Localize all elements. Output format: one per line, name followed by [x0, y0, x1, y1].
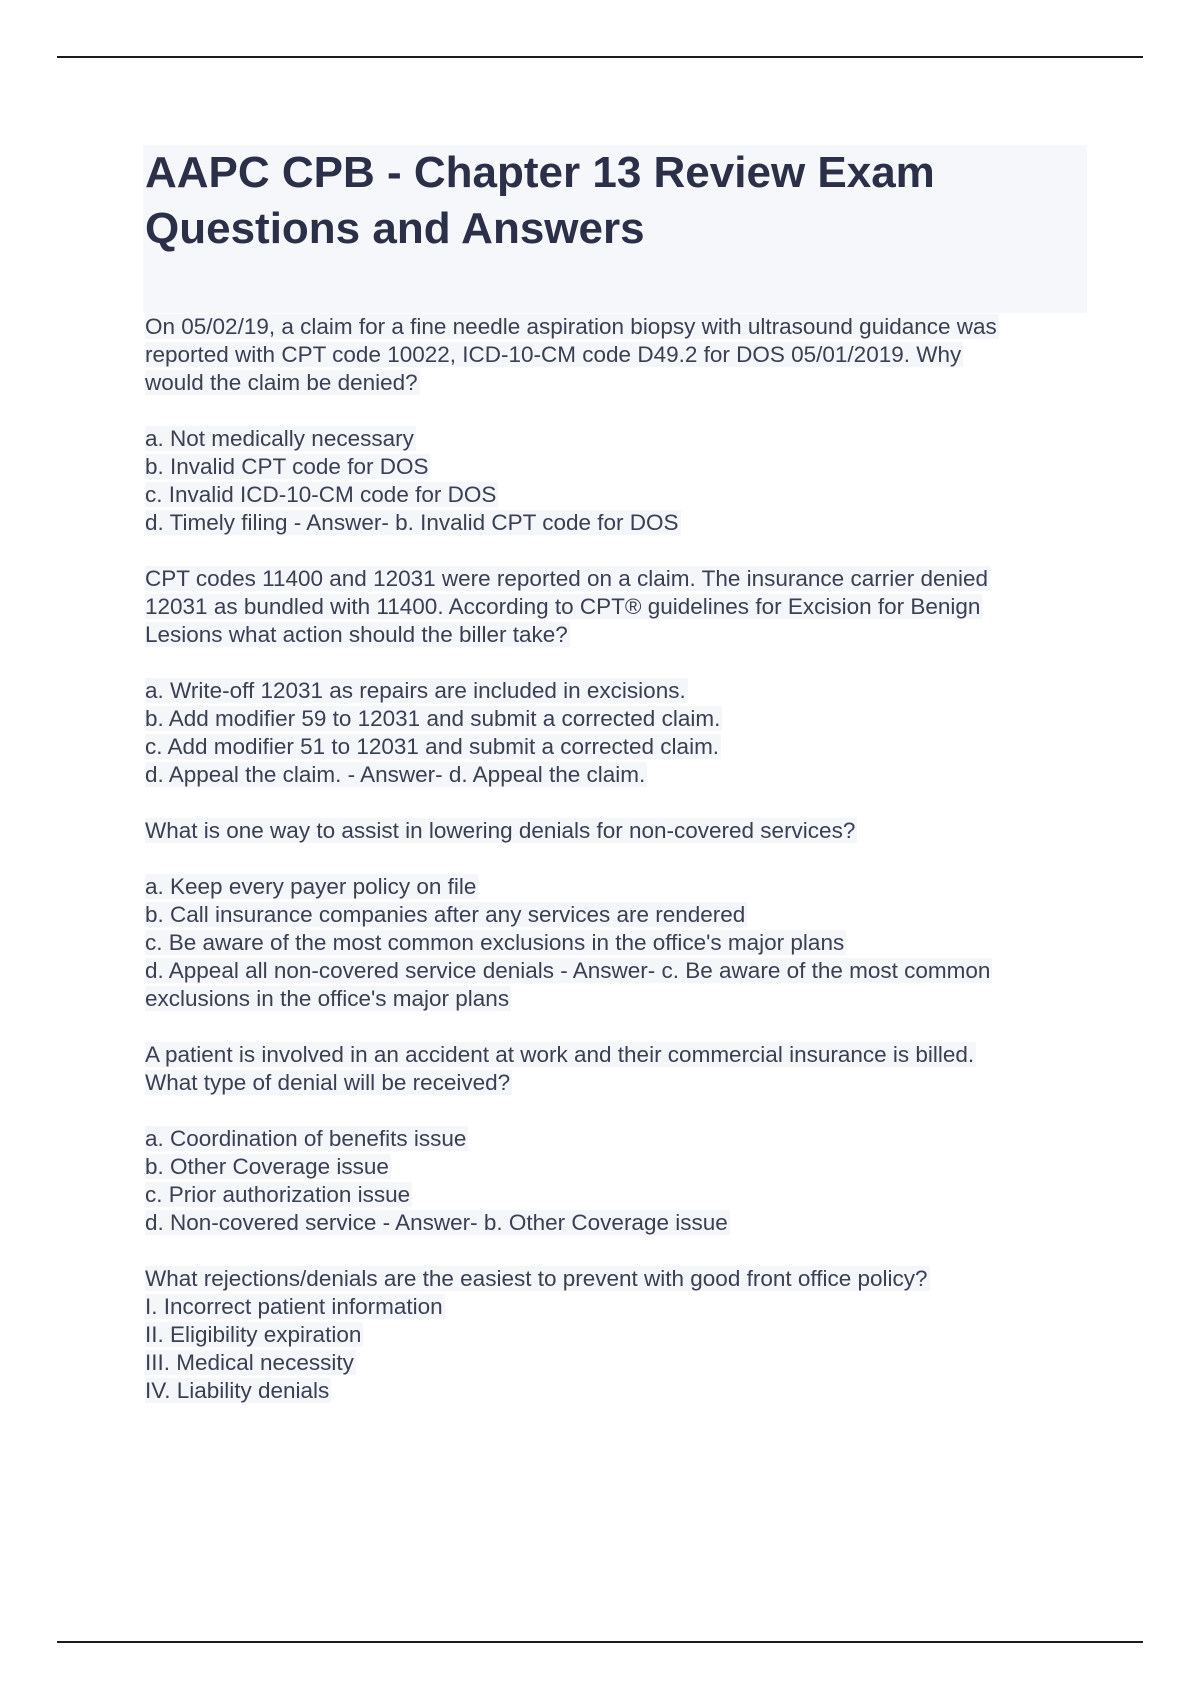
- question-line: CPT codes 11400 and 12031 were reported on a claim. The insurance carrier denied: [145, 566, 989, 591]
- footer-rule: [57, 1641, 1143, 1643]
- answer-option: b. Other Coverage issue: [145, 1154, 389, 1179]
- answer-option: c. Invalid ICD-10-CM code for DOS: [145, 482, 497, 507]
- list-item: I. Incorrect patient information: [145, 1294, 443, 1319]
- answer-option: a. Coordination of benefits issue: [145, 1126, 467, 1151]
- question-text: [145, 313, 1085, 397]
- header-rule: [57, 56, 1143, 58]
- title-line: Questions and Answers: [145, 204, 645, 253]
- question-line: What rejections/denials are the easiest to prevent with good front office policy?: [145, 1266, 928, 1291]
- question-line: On 05/02/19, a claim for a fine needle aspiration biopsy with ultrasound guidance was: [145, 314, 997, 339]
- answer-option: b. Call insurance companies after any services are rendered: [145, 902, 746, 927]
- list-item: II. Eligibility expiration: [145, 1322, 362, 1347]
- question-text: [145, 565, 1085, 649]
- answer-option: b. Add modifier 59 to 12031 and submit a corrected claim.: [145, 706, 721, 731]
- answer-option: b. Invalid CPT code for DOS: [145, 454, 429, 479]
- answer-options: [145, 425, 1085, 537]
- answer-option: c. Add modifier 51 to 12031 and submit a corrected claim.: [145, 734, 720, 759]
- question-text: [145, 1041, 1085, 1097]
- answer-options: [145, 873, 1085, 1013]
- answer-option: d. Timely filing - Answer- b. Invalid CPT code for DOS: [145, 510, 679, 535]
- question-text: [145, 817, 1085, 845]
- question-text: [145, 1265, 1085, 1405]
- answer-option: a. Keep every payer policy on file: [145, 874, 477, 899]
- document-body: [145, 313, 1085, 1433]
- answer-option: d. Appeal all non-covered service denials - Answer- c. Be aware of the most common: [145, 958, 991, 983]
- title-line: AAPC CPB - Chapter 13 Review Exam: [145, 148, 935, 197]
- answer-options: [145, 677, 1085, 789]
- question-line: Lesions what action should the biller take?: [145, 622, 568, 647]
- answer-options: [145, 1125, 1085, 1237]
- question-line: would the claim be denied?: [145, 370, 418, 395]
- list-item: III. Medical necessity: [145, 1350, 354, 1375]
- answer-option: d. Non-covered service - Answer- b. Other Coverage issue: [145, 1210, 728, 1235]
- answer-option: c. Be aware of the most common exclusions in the office's major plans: [145, 930, 845, 955]
- question-line: reported with CPT code 10022, ICD-10-CM code D49.2 for DOS 05/01/2019. Why: [145, 342, 962, 367]
- answer-option: a. Not medically necessary: [145, 426, 414, 451]
- list-item: IV. Liability denials: [145, 1378, 330, 1403]
- question-line: 12031 as bundled with 11400. According to CPT® guidelines for Excision for Benign: [145, 594, 981, 619]
- answer-option: d. Appeal the claim. - Answer- d. Appeal the claim.: [145, 762, 646, 787]
- question-line: A patient is involved in an accident at work and their commercial insurance is billed.: [145, 1042, 975, 1067]
- answer-option: exclusions in the office's major plans: [145, 986, 510, 1011]
- answer-option: a. Write-off 12031 as repairs are included in excisions.: [145, 678, 686, 703]
- question-line: What is one way to assist in lowering denials for non-covered services?: [145, 818, 856, 843]
- answer-option: c. Prior authorization issue: [145, 1182, 411, 1207]
- question-line: What type of denial will be received?: [145, 1070, 511, 1095]
- page-title: [145, 145, 1075, 257]
